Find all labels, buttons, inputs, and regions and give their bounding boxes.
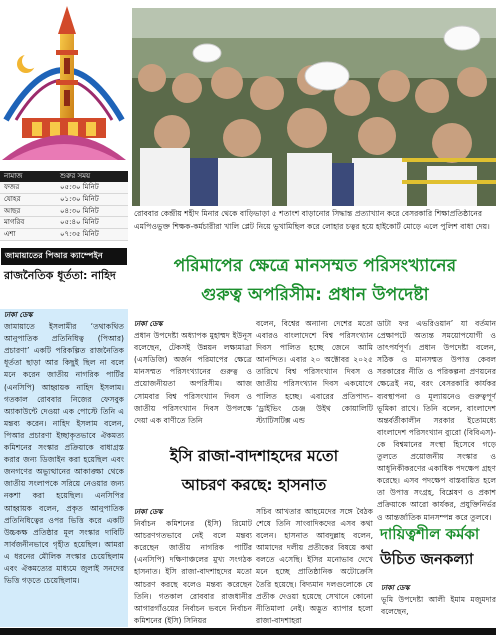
main-dateline: ঢাকা ডেস্ক xyxy=(134,320,163,328)
prayer-header-name: নামাজ xyxy=(4,172,23,180)
prayer-row xyxy=(0,229,128,241)
prayer-row xyxy=(0,194,128,206)
prayer-table-header xyxy=(0,171,128,182)
main-column-1-text: প্রধান উপদেষ্টা অধ্যাপক মুহাম্মদ ইউনূস বলেছেন, টেকসই উন্নয়ন লক্ষ্যমাত্রা (এসডিজি) অর্জন পরিমাপের ক্ষেত্রে মানসম্মত পরিসংখ্যানের গুরুত্ব ও প্রয়োজনীয়তা অপরিসীম। আজ সোমবার বিশ্ব পরিসংখ্যান দিবস ও জাতীয় পরিসংখ্যান দিবস উপলক্ষে দেয়া এক বাণীতে তিনি xyxy=(134,331,252,425)
news-photo xyxy=(132,8,496,206)
left-story-title: রাজনৈতিক ধূর্ততা: নাহিদ xyxy=(4,269,116,282)
prayer-row xyxy=(0,217,128,229)
third-headline-line2: উচিত জনকল্যা xyxy=(380,550,474,568)
prayer-name: এশা xyxy=(4,230,16,239)
left-story-header xyxy=(0,246,128,309)
ec-column-2: সচিব আখতার আহমেদের সঙ্গে বৈঠক শেষে তিনি সাংবাদিকদের এসব কথা বলেন। হাসনাত আবদুল্লাহ বলেন, আমাদের দলীয় প্রতীকের বিষয়ে কথা বলতে এসেছি। ইসির মনোভাব দেখে মনে হচ্ছে প্রাতিষ্ঠানিক অটোক্রেসি তৈরি হয়েছে। বিদ্যমান দলগুলোকে যে প্রতীক দেওয়া হয়েছে সেখানে কোনো নীতিমালা নেই। অদ্ভুত ব্যাপার হলো রাজা-বাদশাহরা xyxy=(256,507,373,625)
left-story-text: জামায়াতে ইসলামীর ‘তথাকথিত আনুপাতিক প্রতিনিধিত্ব (পিআর) প্রচারণা’ একটি পরিকল্পিত রাজনৈতিক ধূর্ততা ছাড়া আর কিছুই ছিল না বলে মনে করেন জাতীয় নাগরিক পার্টির (এনসিপি) আহ্বায়ক নাহিদ ইসলাম। গতকাল রোববার নিজের ফেসবুক অ্যাকাউন্টে দেওয়া এক পোস্টে তিনি এ মন্তব্য করেন। নাহিদ ইসলাম বলেন, পিআর প্রচারণা ইচ্ছাকৃতভাবে ঐকমত্য কমিশনের সংস্কার প্রক্রিয়াকে বাধাগ্রস্ত করার জন্য ডিজাইন করা হয়েছিল এবং জনগণের অভ্যুত্থানের আকাঙ্ক্ষা থেকে জাতীয় সংলাপকে সরিয়ে নেওয়ার জন্য নকশা করা হয়েছিল। এনসিপির আহ্বায়ক বলেন, প্রকৃত আনুপাতিক প্রতিনিধিত্বের ওপর ভিত্তি করে একটি উচ্চকক্ষ প্রতিষ্ঠার মূল সংস্কার দাবিটি সার্বজনীনভাবে গৃহীত হয়েছিল। আমরা এ ধরনের মৌলিক সংস্কার চেয়েছিলাম এবং ঐকমত্যের মাধ্যমে জুলাই সনদের ভিত্তি গড়তে চেয়েছিলাম। xyxy=(4,322,124,586)
mosque-logo xyxy=(0,0,128,170)
ec-column-1-text: নির্বাচন কমিশনের (ইসি) রিমোট আচরণগতভাবে নেই বলে মন্তব্য করেছেন জাতীয় নাগরিক পার্টির (এনসিপি) দক্ষিণাঞ্চলের মুখ্য সংগঠক হাসনাত। ইসি রাজা-বাদশাহদের মতো আচরণ করছে বলেও মন্তব্য করেছেন তিনি। গতকাল রোববার রাজধানীর আগারগাঁওয়ের নির্বাচন ভবনে নির্বাচন কমিশনের (ইসি) সিনিয়র xyxy=(134,519,252,625)
left-story-body xyxy=(0,309,128,627)
prayer-name: আছর xyxy=(4,206,21,215)
prayer-row xyxy=(0,206,128,218)
left-story-tag: জামায়াতের পিআর ক্যাম্পেইন xyxy=(1,248,127,265)
prayer-time: ০৭:৩৫ মিনিট xyxy=(60,230,99,239)
prayer-time: ০৪:৩০ মিনিট xyxy=(60,206,99,215)
photo-caption: রোববার কেন্দ্রীয় শহীদ মিনার থেকে বাড়িভাড়া ৫ শতাংশ বাড়ানোর সিদ্ধান্ত প্রত্যাখ্যান করে বেসরকারি শিক্ষাপ্রতিষ্ঠানের এমপিওভুক্ত শিক্ষক-কর্মচারীরা খালি প্লেট নিয়ে ভুখামিছিল করে লোহার চত্বর হয়ে হাইকোর্ট মোড়ে এলে পুলিশ বাধা দেয়। xyxy=(134,209,490,231)
ec-column-1 xyxy=(134,506,252,628)
prayer-row xyxy=(0,182,128,194)
prayer-time: ০১:৩০ মিনিট xyxy=(60,194,99,203)
third-headline-line1: দায়িত্বশীল কর্মকা xyxy=(380,525,480,543)
prayer-name: ফজর xyxy=(4,183,20,191)
ec-headline-line2: আচরণ করছে: হাসনাত xyxy=(181,476,327,494)
main-headline xyxy=(134,252,496,314)
prayer-time: ০৫:৪০ মিনিট xyxy=(60,218,99,227)
prayer-name: মাগরিব xyxy=(4,218,25,227)
main-column-1 xyxy=(134,318,252,442)
bottom-strip xyxy=(0,628,496,635)
third-dateline: ঢাকা ডেস্ক xyxy=(381,584,410,592)
third-headline xyxy=(380,522,496,582)
main-column-3: ডাটা ফর এভরিওয়ান’ যা বর্তমান প্রেক্ষাপটে অত্যন্ত সময়োপযোগী ও তাৎপর্যপূর্ণ। প্রধান উপদেষ্টা বলেন, সঠিক ও মানসম্মত উপাত্ত কেবল সরকারের নীতি ও পরিকল্পনা প্রণয়নের ক্ষেত্রেই নয়, বরং বেসরকারি কার্যকর ব্যবস্থাপনা ও মূল্যায়নেও গুরুত্বপূর্ণ ভূমিকা রাখে। তিনি বলেন, বাংলাদেশ অন্তর্বর্তীকালীন সরকার ইতোমধ্যে বাংলাদেশ পরিসংখ্যান ব্যুরো (বিবিএস)-কে বিশ্বমানের সংস্থা হিসেবে গড়ে তুলতে প্রয়োজনীয় সংস্কার ও আধুনিকীকরণের একাধিক পদক্ষেপ গ্রহণ করেছে। এসব পদক্ষেপ বাস্তবায়িত হলে তা উপাত্ত সংগ্রহ, বিশ্লেষণ ও প্রকাশ প্রক্রিয়াকে আরো কার্যকর, প্রযুক্তিনির্ভর ও আন্তর্জাতিক মানসম্পন্ন করে তুলবে। xyxy=(377,319,496,522)
prayer-name: যোহর xyxy=(4,194,21,203)
main-column-2: বলেন, বিশ্বের অন্যান্য দেশের মতো এবারও বাংলাদেশে বিশ্ব পরিসংখ্যান দিবস পালিত হচ্ছে জেনে আমি আনন্দিত। এবার ২০ অক্টোবর ২০২৫ তারিখে বিশ্ব পরিসংখ্যান দিবস ও জাতীয় পরিসংখ্যান দিবস একযোগে পালিত হচ্ছে। এবারের প্রতিপাদ্য– ‘ড্রাইভিং চেঞ্জ উইথ কোয়ালিটি স্ট্যাটিসটিক্স এন্ড xyxy=(256,319,373,425)
ec-headline-line1: ইসি রাজা-বাদশাহদের মতো xyxy=(169,447,339,465)
ec-dateline: ঢাকা ডেস্ক xyxy=(134,508,163,516)
left-story-dateline: ঢাকা ডেস্ক xyxy=(4,311,33,319)
third-story-body xyxy=(381,582,496,630)
main-headline-line1: পরিমাপের ক্ষেত্রে মানসম্মত পরিসংখ্যানের xyxy=(173,256,457,276)
prayer-time: ০৫:৩০ মিনিট xyxy=(60,183,99,191)
ec-headline xyxy=(134,442,374,502)
prayer-time-table xyxy=(0,171,128,241)
prayer-header-time: শুরুর সময় xyxy=(60,172,91,180)
third-story-text: ভূমি উপদেষ্টা আলী ইমাম মজুমদার বলেছেন, xyxy=(381,595,496,617)
main-headline-line2: গুরুত্ব অপরিসীম: প্রধান উপদেষ্টা xyxy=(201,285,429,305)
